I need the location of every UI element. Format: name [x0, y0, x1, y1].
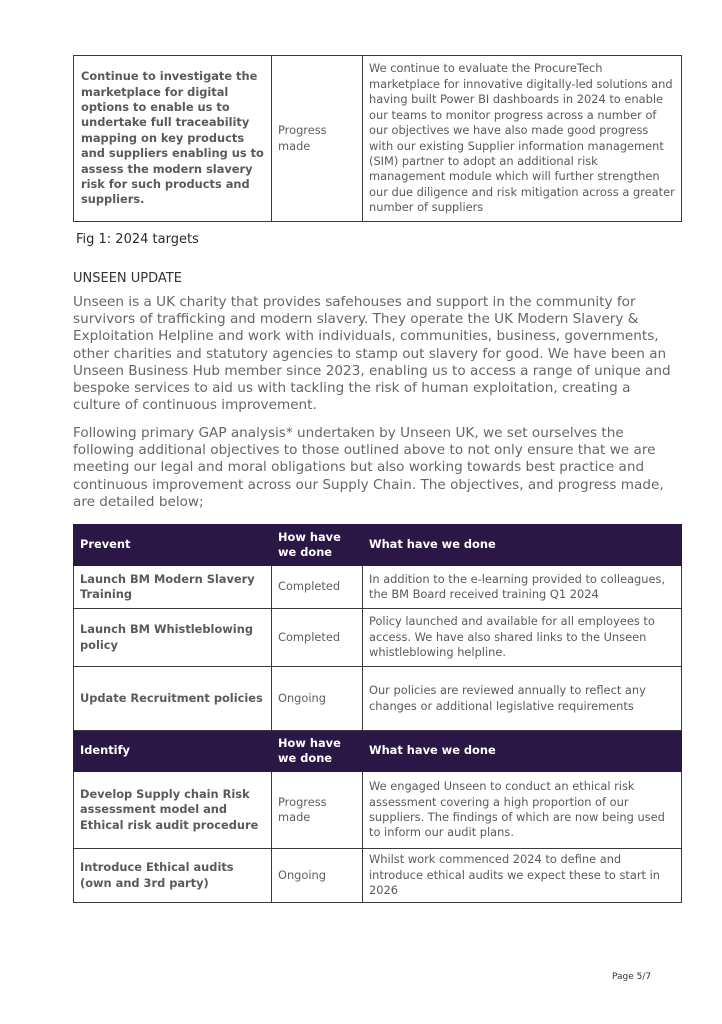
detail-cell: Policy launched and available for all employees to access. We have also shared links to the Unseen whistleblowing helpline. [363, 609, 682, 667]
status-cell: Completed [272, 609, 363, 667]
targets-2024-table [73, 55, 682, 222]
status-cell: Progress made [272, 772, 363, 849]
header-status: How have we done [272, 731, 363, 772]
table-row [74, 849, 682, 903]
detail-cell: In addition to the e-learning provided to colleagues, the BM Board received training Q1 2024 [363, 566, 682, 609]
status-cell: Completed [272, 566, 363, 609]
detail-cell: We engaged Unseen to conduct an ethical risk assessment covering a high proportion of our suppliers. The findings of which are now being used to inform our audit plans. [363, 772, 682, 849]
objective-cell: Continue to investigate the marketplace for digital options to enable us to undertake full traceability mapping on key products and suppliers enabling us to assess the modern slavery risk for such products and suppliers. [74, 56, 272, 222]
header-detail: What have we done [363, 731, 682, 772]
detail-cell: Whilst work commenced 2024 to define and introduce ethical audits we expect these to start in 2026 [363, 849, 682, 903]
figure-caption: Fig 1: 2024 targets [76, 232, 199, 247]
table-row [74, 56, 682, 222]
table-header-row-prevent [74, 525, 682, 566]
table-header-row-identify [74, 731, 682, 772]
objective-cell: Introduce Ethical audits (own and 3rd party) [74, 849, 272, 903]
section-heading: UNSEEN UPDATE [73, 271, 182, 286]
objectives-paragraph: Following primary GAP analysis* undertaken by Unseen UK, we set ourselves the following additional objectives to those outlined above to not only ensure that we are meeting our legal and moral obligations but also working towards best practice and continuous improvement across our Supply Chain. The objectives, and progress made, are detailed below; [73, 425, 664, 510]
table-row [74, 566, 682, 609]
objective-cell: Develop Supply chain Risk assessment model and Ethical risk audit procedure [74, 772, 272, 849]
page-number: Page 5/7 [612, 972, 652, 982]
header-detail: What have we done [363, 525, 682, 566]
objective-cell: Update Recruitment policies [74, 667, 272, 731]
status-cell: Ongoing [272, 849, 363, 903]
intro-paragraph: Unseen is a UK charity that provides safehouses and support in the community for survivors of trafficking and modern slavery. They operate the UK Modern Slavery & Exploitation Helpline and work with individuals, communities, business, governments, other charities and statutory agencies to stamp out slavery for good. We have been an Unseen Business Hub member since 2023, enabling us to access a range of unique and bespoke services to aid us with tackling the risk of human exploitation, creating a culture of continuous improvement. [73, 294, 671, 414]
header-status: How have we done [272, 525, 363, 566]
detail-cell: We continue to evaluate the ProcureTech marketplace for innovative digitally-led solutions and having built Power BI dashboards in 2024 to enable our teams to monitor progress across a number of our objectives we have also made good progress with our existing Supplier information management (SIM) partner to adopt an additional risk management module which will further strengthen our due diligence and risk mitigation across a greater number of suppliers [363, 56, 682, 222]
objective-cell: Launch BM Modern Slavery Training [74, 566, 272, 609]
status-cell: Progress made [272, 56, 363, 222]
detail-cell: Our policies are reviewed annually to reflect any changes or additional legislative requirements [363, 667, 682, 731]
objective-cell: Launch BM Whistleblowing policy [74, 609, 272, 667]
header-category: Identify [74, 731, 272, 772]
table-row [74, 609, 682, 667]
status-cell: Ongoing [272, 667, 363, 731]
header-category: Prevent [74, 525, 272, 566]
table-row [74, 772, 682, 849]
objectives-table [73, 524, 682, 903]
table-row [74, 667, 682, 731]
